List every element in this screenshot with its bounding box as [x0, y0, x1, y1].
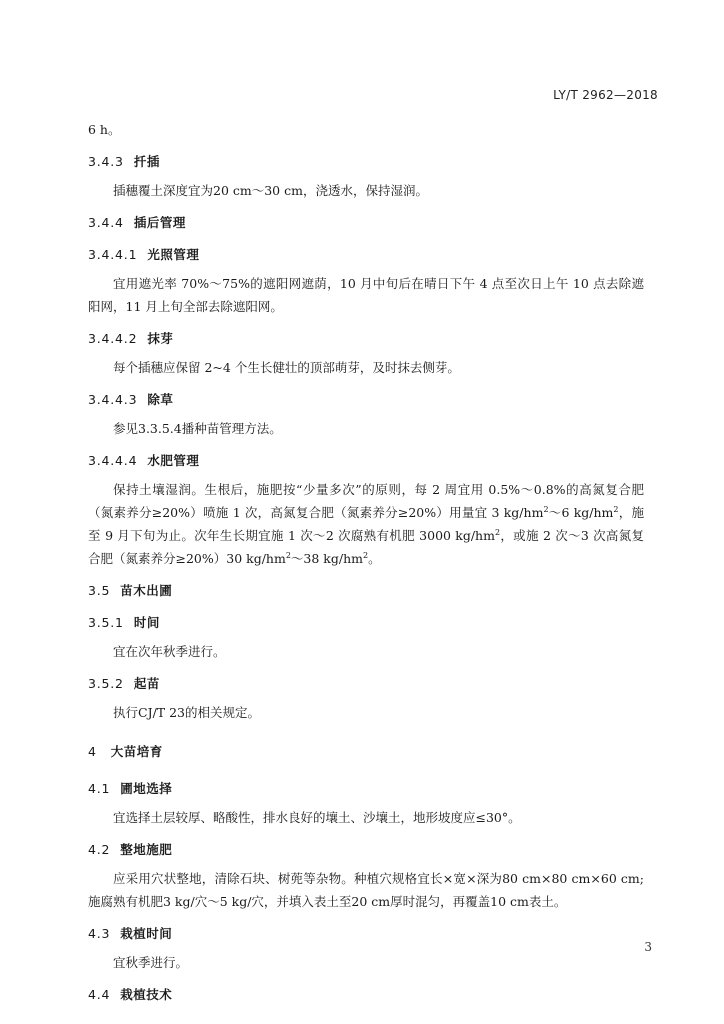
section-heading [88, 611, 644, 634]
paragraph [88, 478, 644, 570]
section-title: 苗木出圃 [120, 583, 173, 598]
paragraph: 每个插穗应保留 2~4 个生长健壮的顶部萌芽，及时抹去侧芽。 [113, 360, 460, 375]
section-title: 起苗 [133, 676, 160, 691]
paragraph: 宜用遮光率 70%～75%的遮阳网遮荫，10 月中旬后在晴日下午 4 点至次日上午 10 点去除遮阳网，11 月上旬全部去除遮阳网。 [88, 276, 644, 314]
paragraph: 应采用穴状整地，清除石块、树蔸等杂物。种植穴规格宜长×宽×深为80 cm×80 cm×60 cm;施腐熟有机肥3 kg/穴～5 kg/穴，并填入表土至20 cm厚时混匀，再覆盖10 cm表土。 [88, 871, 644, 909]
text-run: ～6 kg/hm [548, 505, 614, 520]
superscript: 2 [613, 504, 619, 514]
paragraph: 宜秋季进行。 [113, 955, 189, 970]
section-heading [88, 983, 644, 1006]
section-title: 除草 [147, 392, 174, 407]
section-title: 大苗培育 [110, 744, 163, 759]
section-heading [88, 243, 644, 266]
page-number: 3 [644, 940, 652, 954]
section-number: 3.4.4.1 [88, 247, 138, 262]
section-number: 3.4.4.3 [88, 392, 138, 407]
section-heading [88, 838, 644, 861]
section-number: 3.5 [88, 583, 111, 598]
superscript: 2 [543, 504, 549, 514]
section-title: 扦插 [133, 154, 160, 169]
section-number: 3.5.1 [88, 615, 124, 630]
section-title: 栽植技术 [120, 987, 173, 1002]
section-title: 栽植时间 [120, 926, 173, 941]
paragraph: 6 h。 [88, 122, 121, 137]
paragraph: 执行CJ/T 23的相关规定。 [113, 705, 261, 720]
section-number: 3.4.4.4 [88, 453, 138, 468]
section-heading [88, 672, 644, 695]
section-title: 整地施肥 [120, 842, 173, 857]
paragraph: 宜在次年秋季进行。 [113, 644, 226, 659]
section-number: 4.3 [88, 926, 111, 941]
paragraph: 宜选择土层较厚、略酸性，排水良好的壤土、沙壤土，地形坡度应≤30°。 [113, 810, 521, 825]
section-number: 4.1 [88, 781, 111, 796]
standard-code: LY/T 2962—2018 [553, 88, 658, 102]
section-heading [88, 327, 644, 350]
paragraph: 插穗覆土深度宜为20 cm～30 cm，浇透水，保持湿润。 [113, 183, 428, 198]
text-run: ，或施 2 次～3 次高氮复合肥（氮素养分≥20%）30 kg/hm [88, 528, 645, 566]
section-number: 3.4.4 [88, 215, 124, 230]
superscript: 2 [494, 527, 501, 537]
section-heading [88, 449, 644, 472]
superscript: 2 [363, 550, 369, 560]
section-title: 插后管理 [133, 215, 186, 230]
section-heading [88, 211, 644, 234]
text-run: 保持土壤湿润。生根后，施肥按“少量多次”的原则，每 2 周宜用 0.5%～0.8%的高氮复合肥（氮素养分≥20%）喷施 1 次，高氮复合肥（氮素养分≥20%）用量宜 3 kg/hm [88, 482, 644, 520]
section-title: 抹芽 [147, 331, 174, 346]
text-run: ～38 kg/hm [290, 551, 363, 566]
text-run: ，施至 9 月下旬为止。次年生长期宜施 1 次～2 次腐熟有机肥 3000 kg/hm [88, 505, 644, 543]
superscript: 2 [285, 550, 291, 560]
section-title: 时间 [133, 615, 160, 630]
section-heading [88, 579, 644, 602]
section-title: 水肥管理 [147, 453, 200, 468]
document-body [88, 118, 644, 1012]
text-run: 。 [368, 551, 381, 566]
section-heading [88, 777, 644, 800]
section-number: 4 [88, 744, 97, 759]
section-number: 3.4.4.2 [88, 331, 138, 346]
section-heading [88, 388, 644, 411]
section-heading [88, 740, 644, 763]
section-heading [88, 922, 644, 945]
paragraph: 参见3.3.5.4播种苗管理方法。 [113, 421, 282, 436]
section-title: 圃地选择 [120, 781, 173, 796]
section-title: 光照管理 [147, 247, 200, 262]
section-heading [88, 150, 644, 173]
section-number: 4.4 [88, 987, 111, 1002]
section-number: 3.5.2 [88, 676, 124, 691]
section-number: 3.4.3 [88, 154, 124, 169]
section-number: 4.2 [88, 842, 111, 857]
